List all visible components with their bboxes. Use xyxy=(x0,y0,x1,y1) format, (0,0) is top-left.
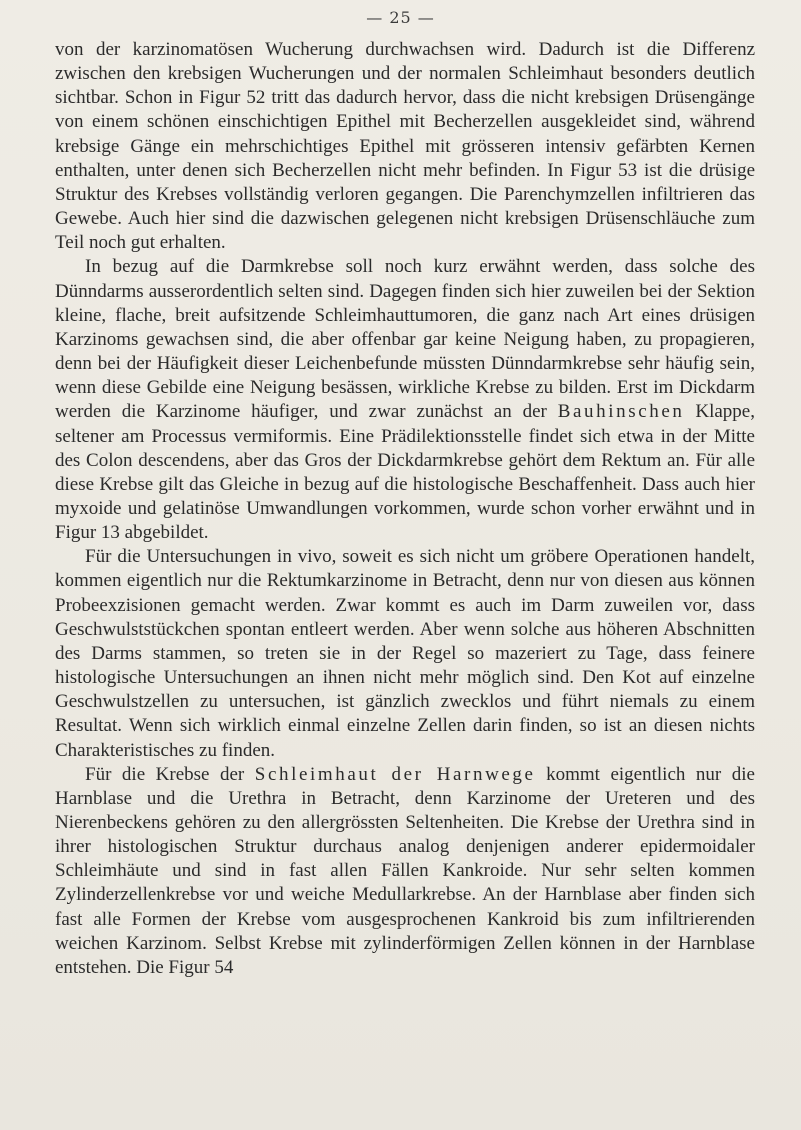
body-text xyxy=(55,38,755,980)
emphasized-text: Schleimhaut der Harnwege xyxy=(254,763,536,785)
paragraph-text: Für die Untersuchungen in vivo, soweit es sich nicht um gröbere Operationen handelt, kommen eigentlich nur die Rektumkarzinome in Betracht, denn nur von diesen aus können Probeexzisionen gemacht werden. Zwar kommt es auch im Darm zuweilen vor, dass Geschwulststückchen spontan entleert werden. Aber wenn solche aus höheren Abschnitten des Darms stammen, so treten sie in der Regel so mazeriert zu Tage, dass feinere histologische Untersuchungen an ihnen nicht mehr möglich sind. Den Kot auf einzelne Geschwulstzellen zu untersuchen, ist gänzlich zwecklos und führt niemals zu einem Resultat. Wenn sich wirklich einmal einzelne Zellen darin finden, so ist an diesen nichts Charakteristisches zu finden. xyxy=(55,546,755,761)
paragraph-text: In bezug auf die Darmkrebse soll noch kurz erwähnt werden, dass solche des Dünndarms ausserordentlich selten sind. Dagegen finden sich hier zuweilen bei der Sektion kleine, flache, breit aufsitzende Schleimhauttumoren, die ganz nach Art eines drüsigen Karzinoms gewachsen sind, die aber offenbar gar keine Neigung haben, zu propagieren, denn bei der Häufigkeit dieser Leichenbefunde müssten Dünndarmkrebse sehr häufig sein, wenn diese Gebilde eine Neigung besässen, wirkliche Krebse zu bilden. Erst im Dickdarm werden die Karzinome häufiger, und zwar zunächst an der xyxy=(55,256,755,423)
paragraph xyxy=(55,763,755,980)
paragraph-text: Für die Krebse der xyxy=(85,763,255,785)
paragraph xyxy=(55,255,755,545)
paragraph-text: von der karzinomatösen Wucherung durchwachsen wird. Dadurch ist die Differenz zwischen den krebsigen Wucherungen und der normalen Schleimhaut besonders deutlich sichtbar. Schon in Figur 52 tritt das dadurch hervor, dass die nicht krebsigen Drüsengänge von einem schönen einschichtigen Epithel mit Becherzellen ausgekleidet sind, während krebsige Gänge ein mehrschichtiges Epithel mit grösseren intensiv gefärbten Kernen enthalten, unter denen sich Becherzellen nicht mehr befinden. In Figur 53 ist die drüsige Struktur des Krebses vollständig verloren gegangen. Die Parenchymzellen infiltrieren das Gewebe. Auch hier sind die dazwischen gelegenen nicht krebsigen Drüsenschläuche zum Teil noch gut erhalten. xyxy=(55,39,755,254)
paragraph xyxy=(55,38,755,255)
paragraph-text: kommt eigentlich nur die Harnblase und die Urethra in Betracht, denn Karzinome der Ureteren und des Nierenbeckens gehören zu den allergrössten Seltenheiten. Die Krebse der Urethra sind in ihrer histologischen Struktur durchaus analog denjenigen anderer epidermoidaler Schleimhäute und sind in fast allen Fällen Kankroide. Nur sehr selten kommen Zylinderzellenkrebse vor und weiche Medullarkrebse. An der Harnblase aber finden sich fast alle Formen der Krebse vom ausgesprochenen Kankroid bis zum infiltrierenden weichen Karzinom. Selbst Krebse mit zylinderförmigen Zellen können in der Harnblase entstehen. Die Figur 54 xyxy=(55,763,755,978)
page-number: — 25 — xyxy=(366,8,435,27)
paragraph xyxy=(55,545,755,762)
emphasized-text: Bauhinschen xyxy=(557,401,685,423)
paragraph-text: Klappe, seltener am Processus vermiformis. Eine Prädilektionsstelle findet sich etwa in der Mitte des Colon descendens, aber das Gros der Dickdarmkrebse gehört dem Rektum an. Für alle diese Krebse gilt das Gleiche in bezug auf die histologische Beschaffenheit. Dass auch hier myxoide und gelatinöse Umwandlungen vorkommen, wurde schon vorher erwähnt und in Figur 13 abgebildet. xyxy=(55,401,755,544)
